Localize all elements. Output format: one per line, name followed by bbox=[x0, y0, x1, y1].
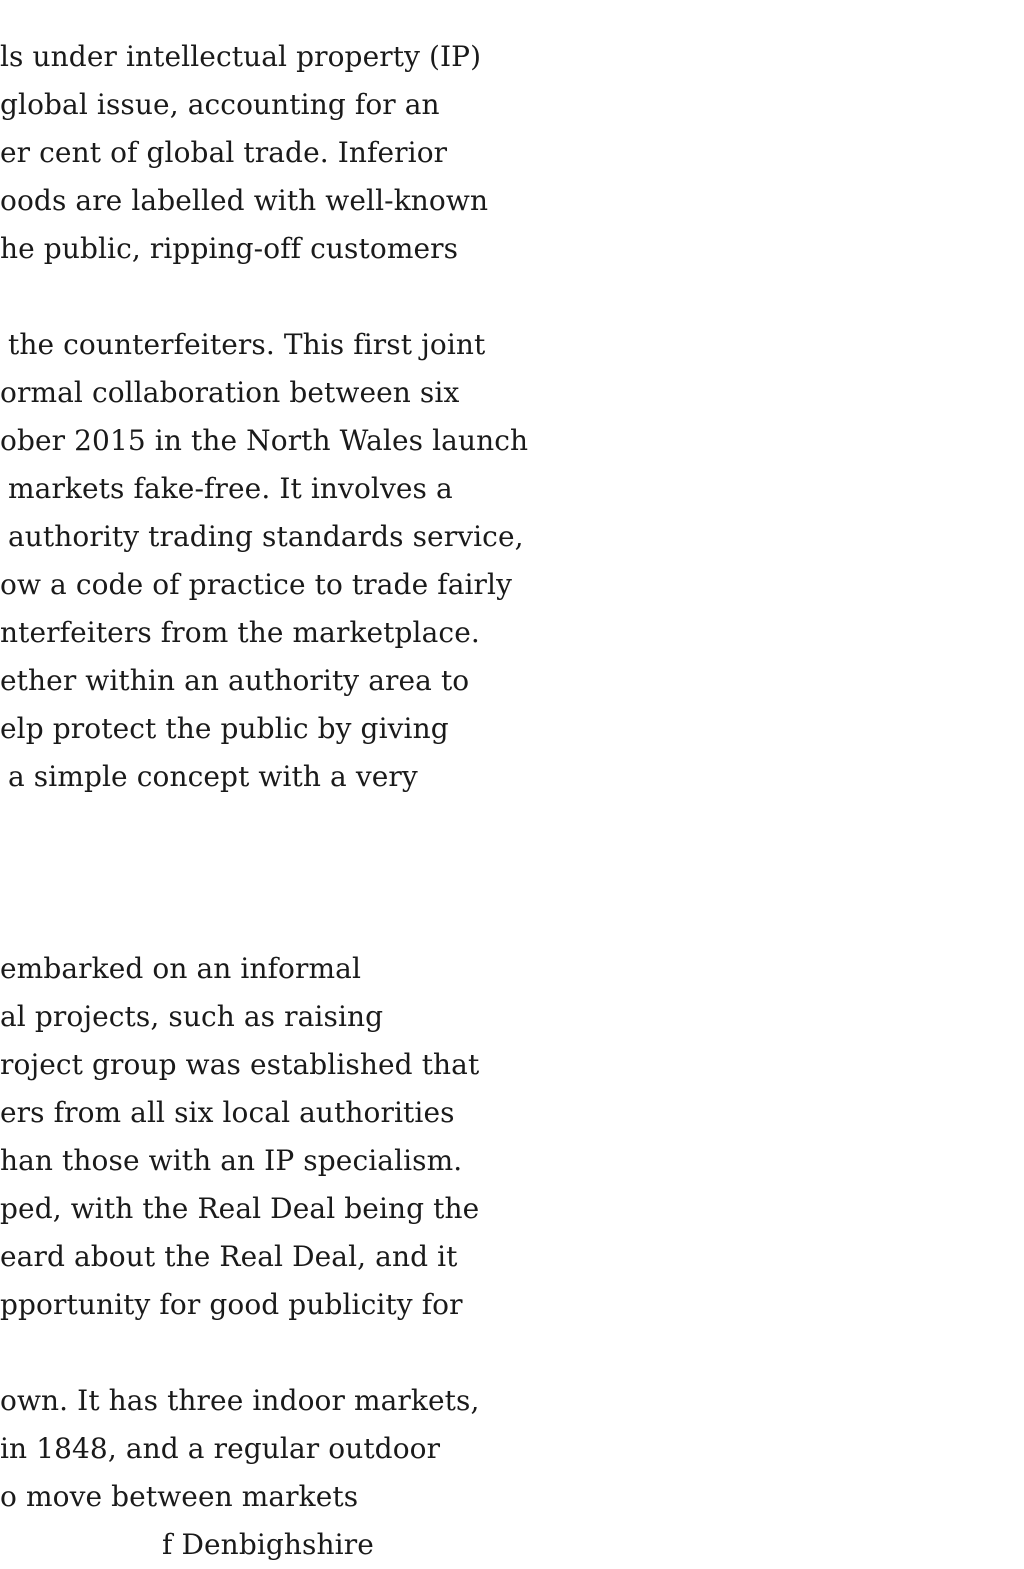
paragraph-2-line-5: authority trading standards service, bbox=[8, 520, 524, 553]
paragraph-1-line-4: oods are labelled with well-known bbox=[0, 184, 489, 217]
paragraph-1-line-3: er cent of global trade. Inferior bbox=[0, 136, 448, 169]
paragraph-2-line-1: the counterfeiters. This first joint bbox=[8, 328, 486, 361]
paragraph-2-line-6: ow a code of practice to trade fairly bbox=[0, 568, 513, 601]
paragraph-2-line-10: a simple concept with a very bbox=[8, 760, 418, 793]
paragraph-3-line-8: pportunity for good publicity for bbox=[0, 1288, 463, 1321]
paragraph-2-line-8: ether within an authority area to bbox=[0, 664, 470, 697]
paragraph-3-line-6: ped, with the Real Deal being the bbox=[0, 1192, 480, 1225]
paragraph-2-line-9: elp protect the public by giving bbox=[0, 712, 449, 745]
paragraph-2-line-4: markets fake-free. It involves a bbox=[8, 472, 453, 505]
paragraph-3-line-1: embarked on an informal bbox=[0, 952, 361, 985]
paragraph-4-line-3: o move between markets bbox=[0, 1480, 359, 1513]
paragraph-3-line-5: han those with an IP specialism. bbox=[0, 1144, 463, 1177]
paragraph-3-line-3: roject group was established that bbox=[0, 1048, 480, 1081]
paragraph-4-line-4: f Denbighshire bbox=[162, 1528, 374, 1561]
paragraph-1-line-1: ls under intellectual property (IP) bbox=[0, 40, 482, 73]
paragraph-1-line-5: he public, ripping-off customers bbox=[0, 232, 459, 265]
paragraph-2-line-3: ober 2015 in the North Wales launch bbox=[0, 424, 529, 457]
paragraph-2-line-2: ormal collaboration between six bbox=[0, 376, 460, 409]
paragraph-2-line-7: nterfeiters from the marketplace. bbox=[0, 616, 480, 649]
paragraph-3-line-4: ers from all six local authorities bbox=[0, 1096, 455, 1129]
paragraph-1-line-2: global issue, accounting for an bbox=[0, 88, 440, 121]
paragraph-3-line-2: al projects, such as raising bbox=[0, 1000, 384, 1033]
paragraph-4-line-1: own. It has three indoor markets, bbox=[0, 1384, 480, 1417]
paragraph-4-line-2: in 1848, and a regular outdoor bbox=[0, 1432, 441, 1465]
paragraph-3-line-7: eard about the Real Deal, and it bbox=[0, 1240, 458, 1273]
